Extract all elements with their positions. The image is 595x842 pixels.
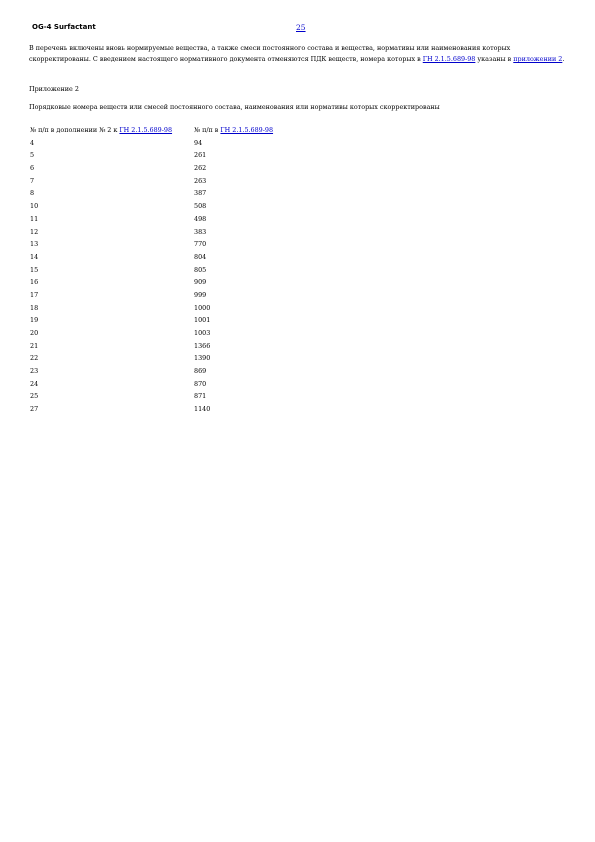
table-header-col1 [30, 124, 194, 137]
table-row [30, 213, 394, 226]
gn-document-link[interactable]: ГН 2.1.5.689-98 [422, 55, 476, 63]
table-cell-addendum-number: 10 [30, 202, 39, 211]
table-row [30, 378, 394, 391]
col1-header-link[interactable]: ГН 2.1.5.689-98 [119, 126, 173, 134]
intro-text-start: В перечень включены вновь нормируемые вещества, а также смеси постоянного состава и вещества, нормативы или наименования которых скорректированы. С введением настоящего нормативного документа отменяются ПДК веществ, номера которых в [29, 44, 511, 63]
table-row [30, 390, 394, 403]
table-cell-gn-number: 805 [194, 265, 207, 274]
table-row [30, 264, 394, 277]
appendix-subtitle: Порядковые номера веществ или смесей постоянного состава, наименования или нормативы которых скорректированы [29, 103, 440, 111]
table-row [30, 365, 394, 378]
table-cell-addendum-number: 11 [30, 214, 39, 223]
table-cell-addendum-number: 21 [30, 341, 39, 350]
table-header-col2 [194, 124, 394, 137]
table-cell-addendum-number: 18 [30, 303, 39, 312]
table-cell-addendum-number: 27 [30, 405, 39, 414]
table-cell-addendum-number: 6 [30, 164, 35, 173]
table-cell-addendum-number: 22 [30, 354, 39, 363]
table-cell-gn-number: 869 [194, 367, 207, 376]
intro-paragraph [29, 43, 569, 65]
table-cell-addendum-number: 7 [30, 176, 35, 185]
table-cell-addendum-number: 24 [30, 379, 39, 388]
intro-text-end: . [562, 55, 565, 63]
table-row [30, 137, 394, 150]
table-row [30, 187, 394, 200]
table-row [30, 302, 394, 315]
table-cell-gn-number: 387 [194, 189, 207, 198]
col2-header-link[interactable]: ГН 2.1.5.689-98 [220, 126, 274, 134]
page-number-link[interactable]: 25 [296, 23, 306, 32]
table-cell-gn-number: 262 [194, 164, 207, 173]
table-cell-addendum-number: 19 [30, 316, 39, 325]
table-cell-gn-number: 261 [194, 151, 207, 160]
intro-text-middle: указаны в [475, 55, 514, 63]
table-header-row [30, 124, 394, 137]
table-cell-addendum-number: 17 [30, 290, 39, 299]
table-cell-gn-number: 263 [194, 176, 207, 185]
table-cell-gn-number: 1000 [194, 303, 211, 312]
numbers-table [30, 124, 394, 416]
table-cell-addendum-number: 25 [30, 392, 39, 401]
table-row [30, 352, 394, 365]
table-cell-addendum-number: 20 [30, 329, 39, 337]
table-cell-gn-number: 1001 [194, 316, 211, 325]
table-cell-addendum-number: 16 [30, 278, 39, 287]
table-body [30, 137, 394, 416]
table-row [30, 175, 394, 188]
table-row [30, 276, 394, 289]
table-row [30, 289, 394, 302]
table-cell-addendum-number: 5 [30, 151, 35, 160]
table-row [30, 314, 394, 327]
table-cell-addendum-number: 14 [30, 252, 39, 261]
table-cell-gn-number: 909 [194, 278, 207, 287]
appendix-title: Приложение 2 [29, 85, 79, 93]
table-row [30, 251, 394, 264]
table-cell-gn-number: 770 [194, 240, 207, 249]
table-row [30, 200, 394, 213]
table-cell-gn-number: 1366 [194, 341, 211, 350]
table-cell-addendum-number: 15 [30, 265, 39, 274]
table-cell-gn-number: 498 [194, 214, 207, 223]
table-row [30, 327, 394, 340]
table-cell-gn-number: 383 [194, 227, 207, 236]
table-cell-gn-number: 508 [194, 202, 207, 211]
col1-header-text: № п/п в дополнении № 2 к [30, 126, 120, 134]
appendix-2-link[interactable]: приложении 2 [513, 55, 563, 63]
table-cell-addendum-number: 13 [30, 240, 39, 249]
table-row [30, 162, 394, 175]
table-cell-addendum-number: 8 [30, 189, 35, 198]
table-cell-addendum-number: 12 [30, 227, 39, 236]
table-cell-gn-number: 999 [194, 290, 207, 299]
table-cell-addendum-number: 23 [30, 367, 39, 376]
table-row [30, 149, 394, 162]
table-row [30, 403, 394, 416]
table-cell-gn-number: 804 [194, 252, 207, 261]
table-cell-gn-number: 1003 [194, 329, 211, 337]
table-row [30, 226, 394, 239]
table-cell-gn-number: 1390 [194, 354, 211, 363]
table-cell-addendum-number: 4 [30, 138, 35, 147]
col2-header-text: № п/п в [194, 126, 221, 134]
document-header-title: OG-4 Surfactant [32, 23, 96, 31]
table-cell-gn-number: 94 [194, 138, 203, 147]
table-cell-gn-number: 871 [194, 392, 207, 401]
table-cell-gn-number: 1140 [194, 405, 211, 414]
table-row [30, 340, 394, 353]
table-cell-gn-number: 870 [194, 379, 207, 388]
table-row [30, 238, 394, 251]
